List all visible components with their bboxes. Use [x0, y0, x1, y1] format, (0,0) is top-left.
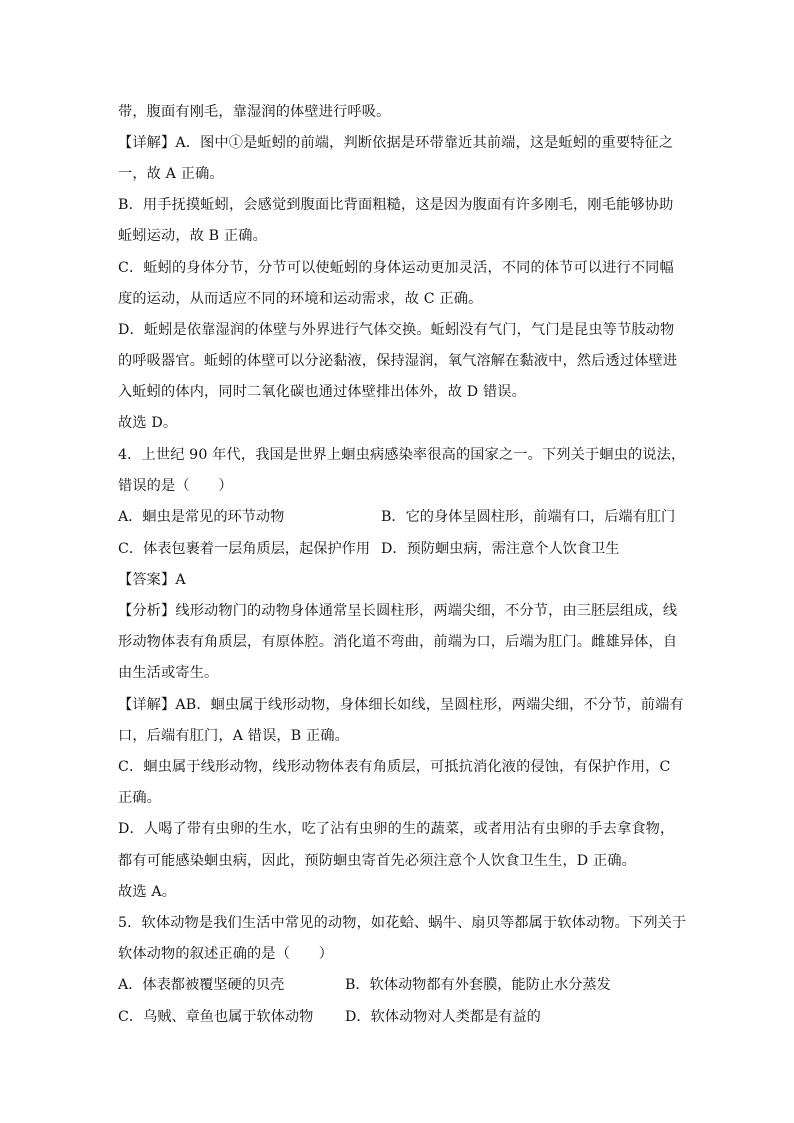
- q4-analysis-line2: 形动物体表有角质层，有原体腔。消化道不弯曲，前端为口，后端为肛门。雌雄异体，自: [118, 634, 678, 650]
- q3-detail-d-line2: 的呼吸器官。蚯蚓的体壁可以分泌黏液，保持湿润，氧气溶解在黏液中，然后透过体壁进: [118, 353, 678, 369]
- q4-option-b: B．它的身体呈圆柱形，前端有口，后端有肛门: [381, 509, 676, 525]
- q4-detail-d-line1: D．人喝了带有虫卵的生水，吃了沾有虫卵的生的蔬菜，或者用沾有虫卵的手去拿食物，: [118, 821, 675, 837]
- q5-stem-line2: 软体动物的叙述正确的是（ ）: [118, 946, 334, 962]
- q4-detail-ab-line2: 口，后端有肛门，A 错误，B 正确。: [118, 728, 350, 744]
- q4-detail-c-line2: 正确。: [118, 790, 162, 806]
- q3-detail-d-line1: D．蚯蚓是依靠湿润的体壁与外界进行气体交换。蚯蚓没有气门，气门是昆虫等节肢动物: [118, 322, 675, 338]
- q4-analysis-line3: 由生活或寄生。: [118, 665, 219, 681]
- q4-detail-ab-line1: 【详解】AB．蛔虫属于线形动物，身体细长如线，呈圆柱形，两端尖细，不分节，前端有: [118, 697, 684, 713]
- q5-stem-line1: 5．软体动物是我们生活中常见的动物，如花蛤、蜗牛、扇贝等都属于软体动物。下列关于: [118, 915, 687, 931]
- q3-detail-c-line1: C．蚯蚓的身体分节，分节可以使蚯蚓的身体运动更加灵活，不同的体节可以进行不同幅: [118, 260, 674, 276]
- q5-option-b: B．软体动物都有外套膜，能防止水分蒸发: [345, 977, 611, 993]
- q4-option-d: D．预防蛔虫病，需注意个人饮食卫生: [381, 541, 620, 557]
- q4-answer: 【答案】A: [118, 572, 186, 588]
- q3-final-choice: 故选 D。: [118, 415, 178, 431]
- q3-detail-a-line2: 一，故 A 正确。: [118, 166, 224, 182]
- q3-detail-b-line2: 蚯蚓运动，故 B 正确。: [118, 228, 267, 244]
- q3-detail-b-line1: B．用手抚摸蚯蚓，会感觉到腹面比背面粗糙，这是因为腹面有许多刚毛，刚毛能够协助: [118, 197, 674, 213]
- q4-analysis-line1: 【分析】线形动物门的动物身体通常呈长圆柱形，两端尖细，不分节，由三胚层组成，线: [118, 603, 678, 619]
- q4-final-choice: 故选 A。: [118, 884, 177, 900]
- q4-stem-line1: 4．上世纪 90 年代，我国是世界上蛔虫病感染率很高的国家之一。下列关于蛔虫的说法，: [118, 447, 686, 463]
- q4-option-a: A．蛔虫是常见的环节动物: [118, 509, 285, 525]
- q5-option-d: D．软体动物对人类都是有益的: [345, 1009, 541, 1025]
- q3-detail-d-line3: 入蚯蚓的体内，同时二氧化碳也通过体壁排出体外，故 D 错误。: [118, 384, 526, 400]
- q4-option-c: C．体表包裹着一层角质层，起保护作用: [118, 541, 371, 557]
- q3-detail-a-line1: 【详解】A．图中①是蚯蚓的前端，判断依据是环带靠近其前端，这是蚯蚓的重要特征之: [118, 135, 674, 151]
- q3-detail-c-line2: 度的运动，从而适应不同的环境和运动需求，故 C 正确。: [118, 291, 483, 307]
- q4-stem-line2: 错误的是（ ）: [118, 478, 233, 494]
- q5-option-c: C．乌贼、章鱼也属于软体动物: [118, 1009, 314, 1025]
- q4-detail-d-line2: 都有可能感染蛔虫病，因此，预防蛔虫寄首先必须注意个人饮食卫生生，D 正确。: [118, 853, 636, 869]
- q3-analysis-continuation: 带，腹面有刚毛，靠湿润的体壁进行呼吸。: [118, 104, 391, 120]
- q4-detail-c-line1: C．蛔虫属于线形动物，线形动物体表有角质层，可抵抗消化液的侵蚀，有保护作用，C: [118, 759, 671, 775]
- q5-option-a: A．体表都被覆坚硬的贝壳: [118, 977, 285, 993]
